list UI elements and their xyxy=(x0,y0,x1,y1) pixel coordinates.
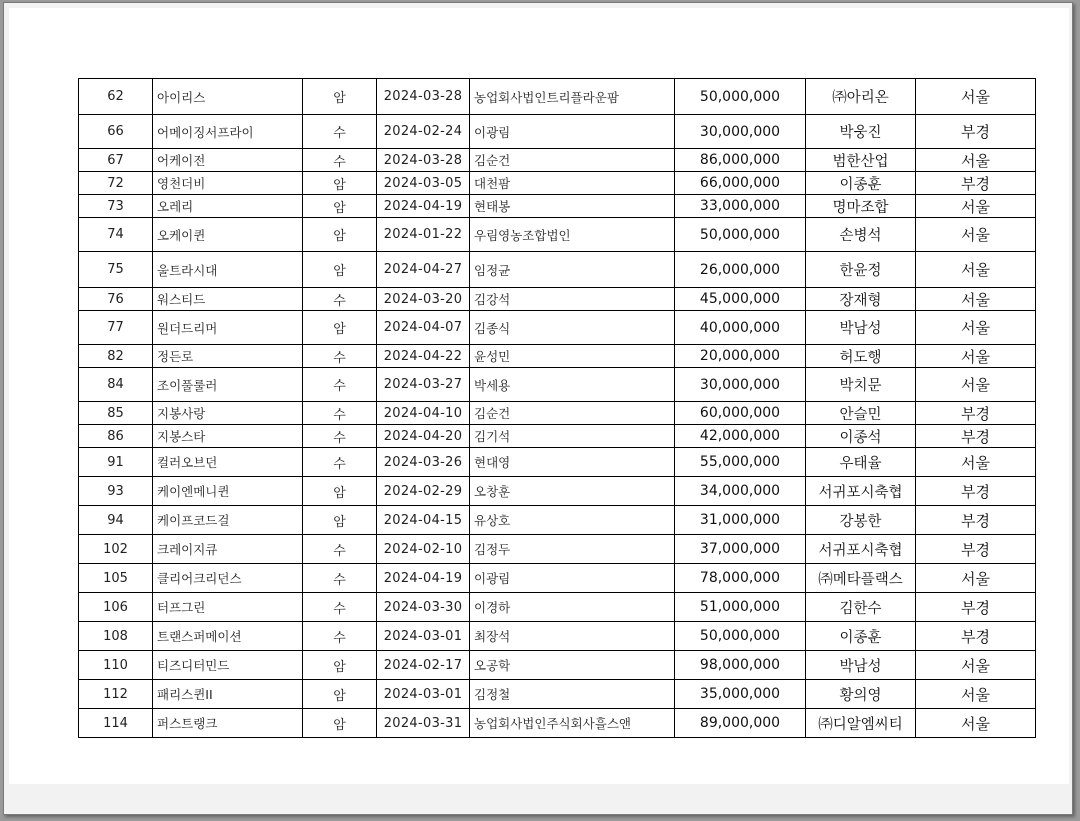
region-cell: 부경 xyxy=(916,115,1036,149)
row-number-cell: 66 xyxy=(79,115,153,149)
row-number-cell: 110 xyxy=(79,651,153,680)
price-cell: 78,000,000 xyxy=(675,564,806,593)
horse-name-cell: 어메이징서프라이 xyxy=(153,115,303,149)
table-row xyxy=(79,709,1036,738)
sex-cell: 수 xyxy=(303,402,377,425)
table-row xyxy=(79,651,1036,680)
table-row xyxy=(79,564,1036,593)
price-cell: 89,000,000 xyxy=(675,709,806,738)
sex-cell: 수 xyxy=(303,425,377,448)
seller-cell: 오공학 xyxy=(470,651,675,680)
seller-cell: 이경하 xyxy=(470,593,675,622)
date-cell: 2024-03-28 xyxy=(377,149,470,172)
date-cell: 2024-04-15 xyxy=(377,506,470,535)
horse-name-cell: 영천더비 xyxy=(153,172,303,195)
region-cell: 서울 xyxy=(916,448,1036,477)
region-cell: 부경 xyxy=(916,477,1036,506)
date-cell: 2024-04-07 xyxy=(377,311,470,345)
buyer-cell: 박남성 xyxy=(806,651,916,680)
table-row xyxy=(79,288,1036,311)
seller-cell: 유상호 xyxy=(470,506,675,535)
table-row xyxy=(79,115,1036,149)
region-cell: 부경 xyxy=(916,425,1036,448)
horse-name-cell: 조이풀룰러 xyxy=(153,368,303,402)
date-cell: 2024-02-24 xyxy=(377,115,470,149)
sex-cell: 암 xyxy=(303,680,377,709)
horse-name-cell: 워스티드 xyxy=(153,288,303,311)
date-cell: 2024-03-05 xyxy=(377,172,470,195)
row-number-cell: 85 xyxy=(79,402,153,425)
seller-cell: 농업회사법인트리플라운팜 xyxy=(470,79,675,115)
sex-cell: 암 xyxy=(303,477,377,506)
row-number-cell: 112 xyxy=(79,680,153,709)
table-row xyxy=(79,311,1036,345)
sex-cell: 수 xyxy=(303,564,377,593)
price-cell: 31,000,000 xyxy=(675,506,806,535)
row-number-cell: 102 xyxy=(79,535,153,564)
seller-cell: 현태봉 xyxy=(470,195,675,218)
horse-name-cell: 트랜스퍼메이션 xyxy=(153,622,303,651)
table-row xyxy=(79,622,1036,651)
buyer-cell: 김한수 xyxy=(806,593,916,622)
region-cell: 서울 xyxy=(916,288,1036,311)
table-row xyxy=(79,425,1036,448)
buyer-cell: 강봉한 xyxy=(806,506,916,535)
region-cell: 서울 xyxy=(916,218,1036,252)
table-row xyxy=(79,477,1036,506)
region-cell: 서울 xyxy=(916,149,1036,172)
seller-cell: 김순건 xyxy=(470,402,675,425)
price-cell: 50,000,000 xyxy=(675,79,806,115)
table-row xyxy=(79,172,1036,195)
buyer-cell: ㈜아리온 xyxy=(806,79,916,115)
seller-cell: 오창훈 xyxy=(470,477,675,506)
sex-cell: 수 xyxy=(303,593,377,622)
region-cell: 서울 xyxy=(916,564,1036,593)
region-cell: 서울 xyxy=(916,651,1036,680)
price-cell: 40,000,000 xyxy=(675,311,806,345)
region-cell: 부경 xyxy=(916,506,1036,535)
region-cell: 부경 xyxy=(916,402,1036,425)
table-row xyxy=(79,79,1036,115)
date-cell: 2024-03-31 xyxy=(377,709,470,738)
buyer-cell: 황의영 xyxy=(806,680,916,709)
buyer-cell: ㈜디알엠씨티 xyxy=(806,709,916,738)
table-row xyxy=(79,195,1036,218)
date-cell: 2024-01-22 xyxy=(377,218,470,252)
date-cell: 2024-04-19 xyxy=(377,195,470,218)
buyer-cell: 서귀포시축협 xyxy=(806,477,916,506)
region-cell: 서울 xyxy=(916,345,1036,368)
price-cell: 50,000,000 xyxy=(675,218,806,252)
table-row xyxy=(79,506,1036,535)
horse-name-cell: 터프그린 xyxy=(153,593,303,622)
sex-cell: 수 xyxy=(303,368,377,402)
print-preview-page xyxy=(3,2,1073,815)
date-cell: 2024-04-27 xyxy=(377,252,470,288)
seller-cell: 박세용 xyxy=(470,368,675,402)
auction-results-table xyxy=(78,78,1036,738)
sex-cell: 암 xyxy=(303,651,377,680)
table-row xyxy=(79,535,1036,564)
price-cell: 20,000,000 xyxy=(675,345,806,368)
table-row xyxy=(79,593,1036,622)
seller-cell: 우림영농조합법인 xyxy=(470,218,675,252)
sex-cell: 수 xyxy=(303,345,377,368)
horse-name-cell: 정든로 xyxy=(153,345,303,368)
buyer-cell: 박웅진 xyxy=(806,115,916,149)
table-row xyxy=(79,218,1036,252)
region-cell: 서울 xyxy=(916,311,1036,345)
row-number-cell: 62 xyxy=(79,79,153,115)
price-cell: 42,000,000 xyxy=(675,425,806,448)
horse-name-cell: 오레리 xyxy=(153,195,303,218)
buyer-cell: 한윤정 xyxy=(806,252,916,288)
seller-cell: 현대영 xyxy=(470,448,675,477)
price-cell: 55,000,000 xyxy=(675,448,806,477)
horse-name-cell: 케이엔메니퀸 xyxy=(153,477,303,506)
seller-cell: 김종식 xyxy=(470,311,675,345)
seller-cell: 대천팜 xyxy=(470,172,675,195)
price-cell: 30,000,000 xyxy=(675,368,806,402)
buyer-cell: 이종훈 xyxy=(806,172,916,195)
seller-cell: 윤성민 xyxy=(470,345,675,368)
horse-name-cell: 지봉사랑 xyxy=(153,402,303,425)
region-cell: 부경 xyxy=(916,172,1036,195)
date-cell: 2024-04-22 xyxy=(377,345,470,368)
date-cell: 2024-03-20 xyxy=(377,288,470,311)
buyer-cell: 안슬민 xyxy=(806,402,916,425)
row-number-cell: 114 xyxy=(79,709,153,738)
date-cell: 2024-02-10 xyxy=(377,535,470,564)
horse-name-cell: 퍼스트랭크 xyxy=(153,709,303,738)
table-row xyxy=(79,149,1036,172)
row-number-cell: 86 xyxy=(79,425,153,448)
region-cell: 서울 xyxy=(916,680,1036,709)
date-cell: 2024-03-27 xyxy=(377,368,470,402)
date-cell: 2024-04-20 xyxy=(377,425,470,448)
row-number-cell: 75 xyxy=(79,252,153,288)
row-number-cell: 76 xyxy=(79,288,153,311)
horse-name-cell: 지봉스타 xyxy=(153,425,303,448)
buyer-cell: 이종훈 xyxy=(806,622,916,651)
region-cell: 서울 xyxy=(916,195,1036,218)
date-cell: 2024-03-28 xyxy=(377,79,470,115)
row-number-cell: 82 xyxy=(79,345,153,368)
price-cell: 26,000,000 xyxy=(675,252,806,288)
sex-cell: 암 xyxy=(303,172,377,195)
horse-name-cell: 크레이지큐 xyxy=(153,535,303,564)
row-number-cell: 106 xyxy=(79,593,153,622)
buyer-cell: 박치문 xyxy=(806,368,916,402)
sex-cell: 수 xyxy=(303,149,377,172)
seller-cell: 농업회사법인주식회사흘스앤 xyxy=(470,709,675,738)
sex-cell: 수 xyxy=(303,288,377,311)
date-cell: 2024-03-26 xyxy=(377,448,470,477)
buyer-cell: 범한산업 xyxy=(806,149,916,172)
row-number-cell: 72 xyxy=(79,172,153,195)
sex-cell: 암 xyxy=(303,252,377,288)
table-row xyxy=(79,345,1036,368)
horse-name-cell: 클리어크리던스 xyxy=(153,564,303,593)
horse-name-cell: 원더드리머 xyxy=(153,311,303,345)
row-number-cell: 74 xyxy=(79,218,153,252)
table-row xyxy=(79,252,1036,288)
table-body xyxy=(79,79,1036,738)
buyer-cell: 허도행 xyxy=(806,345,916,368)
price-cell: 30,000,000 xyxy=(675,115,806,149)
horse-name-cell: 울트라시대 xyxy=(153,252,303,288)
row-number-cell: 94 xyxy=(79,506,153,535)
date-cell: 2024-03-30 xyxy=(377,593,470,622)
row-number-cell: 84 xyxy=(79,368,153,402)
table-row xyxy=(79,680,1036,709)
date-cell: 2024-02-17 xyxy=(377,651,470,680)
seller-cell: 김강석 xyxy=(470,288,675,311)
horse-name-cell: 아이리스 xyxy=(153,79,303,115)
region-cell: 부경 xyxy=(916,535,1036,564)
price-cell: 37,000,000 xyxy=(675,535,806,564)
document-sheet xyxy=(9,8,1069,784)
seller-cell: 임정균 xyxy=(470,252,675,288)
sex-cell: 수 xyxy=(303,448,377,477)
seller-cell: 김순건 xyxy=(470,149,675,172)
region-cell: 서울 xyxy=(916,79,1036,115)
row-number-cell: 93 xyxy=(79,477,153,506)
table-row xyxy=(79,448,1036,477)
price-cell: 50,000,000 xyxy=(675,622,806,651)
price-cell: 34,000,000 xyxy=(675,477,806,506)
buyer-cell: 박남성 xyxy=(806,311,916,345)
sex-cell: 암 xyxy=(303,311,377,345)
seller-cell: 이광림 xyxy=(470,564,675,593)
date-cell: 2024-03-01 xyxy=(377,622,470,651)
buyer-cell: 서귀포시축협 xyxy=(806,535,916,564)
region-cell: 부경 xyxy=(916,593,1036,622)
price-cell: 86,000,000 xyxy=(675,149,806,172)
row-number-cell: 67 xyxy=(79,149,153,172)
seller-cell: 김정두 xyxy=(470,535,675,564)
region-cell: 서울 xyxy=(916,368,1036,402)
buyer-cell: 이종석 xyxy=(806,425,916,448)
horse-name-cell: 오케이퀸 xyxy=(153,218,303,252)
sex-cell: 수 xyxy=(303,622,377,651)
horse-name-cell: 티즈디터민드 xyxy=(153,651,303,680)
buyer-cell: 손병석 xyxy=(806,218,916,252)
buyer-cell: 장재형 xyxy=(806,288,916,311)
seller-cell: 최장석 xyxy=(470,622,675,651)
sex-cell: 수 xyxy=(303,115,377,149)
horse-name-cell: 패리스퀸II xyxy=(153,680,303,709)
price-cell: 60,000,000 xyxy=(675,402,806,425)
sex-cell: 암 xyxy=(303,218,377,252)
seller-cell: 김정철 xyxy=(470,680,675,709)
price-cell: 66,000,000 xyxy=(675,172,806,195)
sex-cell: 암 xyxy=(303,709,377,738)
horse-name-cell: 어케이전 xyxy=(153,149,303,172)
sex-cell: 암 xyxy=(303,195,377,218)
date-cell: 2024-04-10 xyxy=(377,402,470,425)
horse-name-cell: 컬러오브던 xyxy=(153,448,303,477)
seller-cell: 이광림 xyxy=(470,115,675,149)
buyer-cell: 우태율 xyxy=(806,448,916,477)
region-cell: 서울 xyxy=(916,252,1036,288)
table-row xyxy=(79,402,1036,425)
row-number-cell: 73 xyxy=(79,195,153,218)
sex-cell: 암 xyxy=(303,506,377,535)
price-cell: 45,000,000 xyxy=(675,288,806,311)
buyer-cell: 명마조합 xyxy=(806,195,916,218)
seller-cell: 김기석 xyxy=(470,425,675,448)
region-cell: 부경 xyxy=(916,622,1036,651)
price-cell: 33,000,000 xyxy=(675,195,806,218)
date-cell: 2024-02-29 xyxy=(377,477,470,506)
table-row xyxy=(79,368,1036,402)
price-cell: 98,000,000 xyxy=(675,651,806,680)
sex-cell: 암 xyxy=(303,79,377,115)
row-number-cell: 77 xyxy=(79,311,153,345)
price-cell: 35,000,000 xyxy=(675,680,806,709)
date-cell: 2024-03-01 xyxy=(377,680,470,709)
price-cell: 51,000,000 xyxy=(675,593,806,622)
region-cell: 서울 xyxy=(916,709,1036,738)
sex-cell: 수 xyxy=(303,535,377,564)
row-number-cell: 105 xyxy=(79,564,153,593)
buyer-cell: ㈜메타플랙스 xyxy=(806,564,916,593)
horse-name-cell: 케이프코드걸 xyxy=(153,506,303,535)
row-number-cell: 91 xyxy=(79,448,153,477)
row-number-cell: 108 xyxy=(79,622,153,651)
date-cell: 2024-04-19 xyxy=(377,564,470,593)
